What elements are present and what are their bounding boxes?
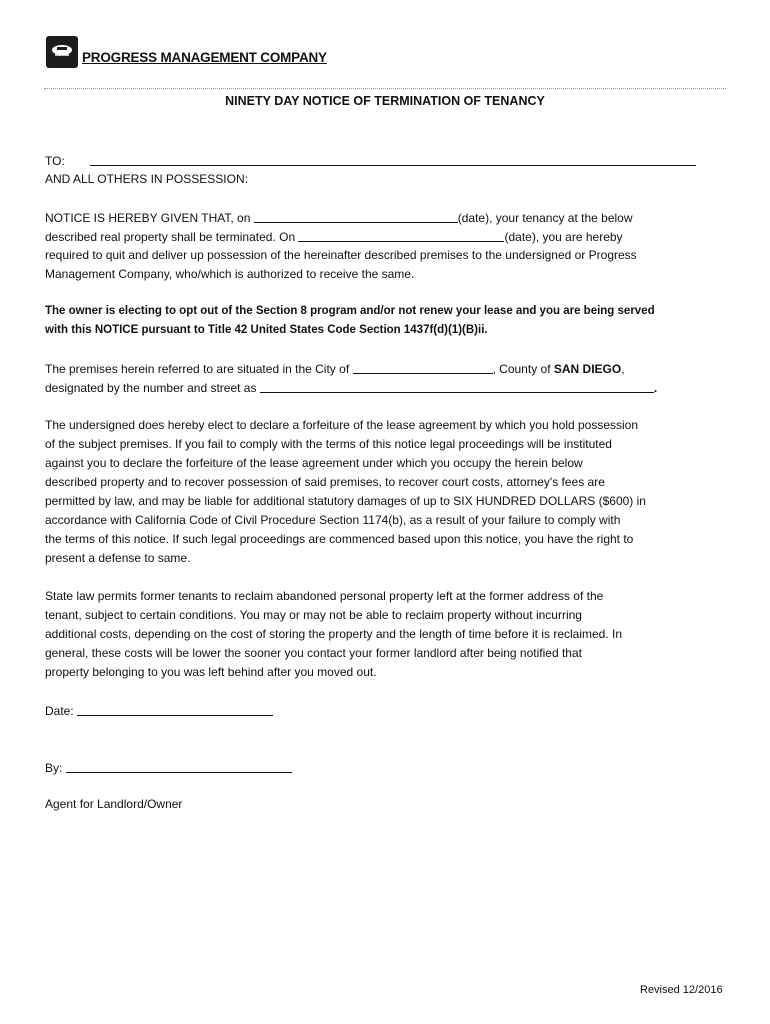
vacate-date-blank[interactable]: [298, 229, 504, 242]
premises-line-1: [45, 361, 625, 376]
by-label: By:: [45, 761, 63, 775]
forfeiture-line: the terms of this notice. If such legal proceedings are commenced based upon this notice, you have the right to: [45, 532, 634, 546]
notice-line-4: Management Company, who/which is authorized to receive the same.: [45, 267, 415, 281]
by-line: [45, 760, 292, 775]
page-title: NINETY DAY NOTICE OF TERMINATION OF TENANCY: [225, 94, 545, 108]
state-law-line: general, these costs will be lower the sooner you contact your former landlord after being notified that: [45, 646, 582, 660]
termination-date-blank[interactable]: [254, 210, 458, 223]
to-label: TO:: [45, 154, 65, 168]
signature-date-blank[interactable]: [77, 703, 273, 716]
company-logo-icon: [46, 36, 78, 68]
premises-line-2: [45, 380, 657, 395]
date-line: [45, 703, 273, 718]
forfeiture-line: described property and to recover possession of said premises, to recover court costs, attorney's fees are: [45, 475, 605, 489]
notice-text: (date), you are hereby: [504, 230, 623, 244]
notice-line-2: [45, 229, 623, 244]
state-law-line: tenant, subject to certain conditions. You may or may not be able to reclaim property without incurring: [45, 608, 582, 622]
premises-text: ,: [621, 362, 625, 376]
others-line: AND ALL OTHERS IN POSSESSION:: [45, 172, 248, 186]
notice-line-3: required to quit and deliver up possession of the hereinafter described premises to the undersigned or Progress: [45, 248, 637, 262]
premises-text: designated by the number and street as: [45, 381, 257, 395]
agent-label: Agent for Landlord/Owner: [45, 797, 183, 811]
to-line: [45, 153, 696, 168]
date-label: Date:: [45, 704, 74, 718]
forfeiture-line: accordance with California Code of Civil Procedure Section 1174(b), as a result of your failure to comply with: [45, 513, 621, 527]
state-law-line: State law permits former tenants to reclaim abandoned personal property left at the former address of the: [45, 589, 604, 603]
forfeiture-line: The undersigned does hereby elect to declare a forfeiture of the lease agreement by which you hold possession: [45, 418, 639, 432]
forfeiture-line: of the subject premises. If you fail to comply with the terms of this notice legal proceedings will be instituted: [45, 437, 612, 451]
signature-blank[interactable]: [66, 760, 292, 773]
city-blank[interactable]: [353, 361, 493, 374]
notice-text: described real property shall be terminated. On: [45, 230, 296, 244]
header-divider: [44, 88, 726, 89]
notice-text: NOTICE IS HEREBY GIVEN THAT, on: [45, 211, 251, 225]
premises-text: .: [653, 381, 658, 395]
section8-line-2: with this NOTICE pursuant to Title 42 United States Code Section 1437f(d)(1)(B)ii.: [45, 324, 488, 336]
to-blank[interactable]: [90, 153, 696, 166]
notice-line-1: [45, 210, 633, 225]
county-name: SAN DIEGO: [553, 362, 622, 376]
premises-text: The premises herein referred to are situated in the City of: [45, 362, 350, 376]
revision-note: Revised 12/2016: [640, 984, 723, 996]
state-law-line: property belonging to you was left behind after you moved out.: [45, 665, 377, 679]
forfeiture-line: against you to declare the forfeiture of the lease agreement under which you occupy the herein below: [45, 456, 583, 470]
state-law-line: additional costs, depending on the cost of storing the property and the length of time before it is reclaimed. In: [45, 627, 623, 641]
forfeiture-line: present a defense to same.: [45, 551, 191, 565]
forfeiture-line: permitted by law, and may be liable for additional statutory damages of up to SIX HUNDRED DOLLARS ($600) in: [45, 494, 646, 508]
premises-text: , County of: [492, 362, 551, 376]
company-name: PROGRESS MANAGEMENT COMPANY: [82, 50, 327, 65]
notice-text: (date), your tenancy at the below: [457, 211, 633, 225]
street-address-blank[interactable]: [260, 380, 654, 393]
section8-line-1: The owner is electing to opt out of the Section 8 program and/or not renew your lease and you are being served: [45, 305, 655, 317]
